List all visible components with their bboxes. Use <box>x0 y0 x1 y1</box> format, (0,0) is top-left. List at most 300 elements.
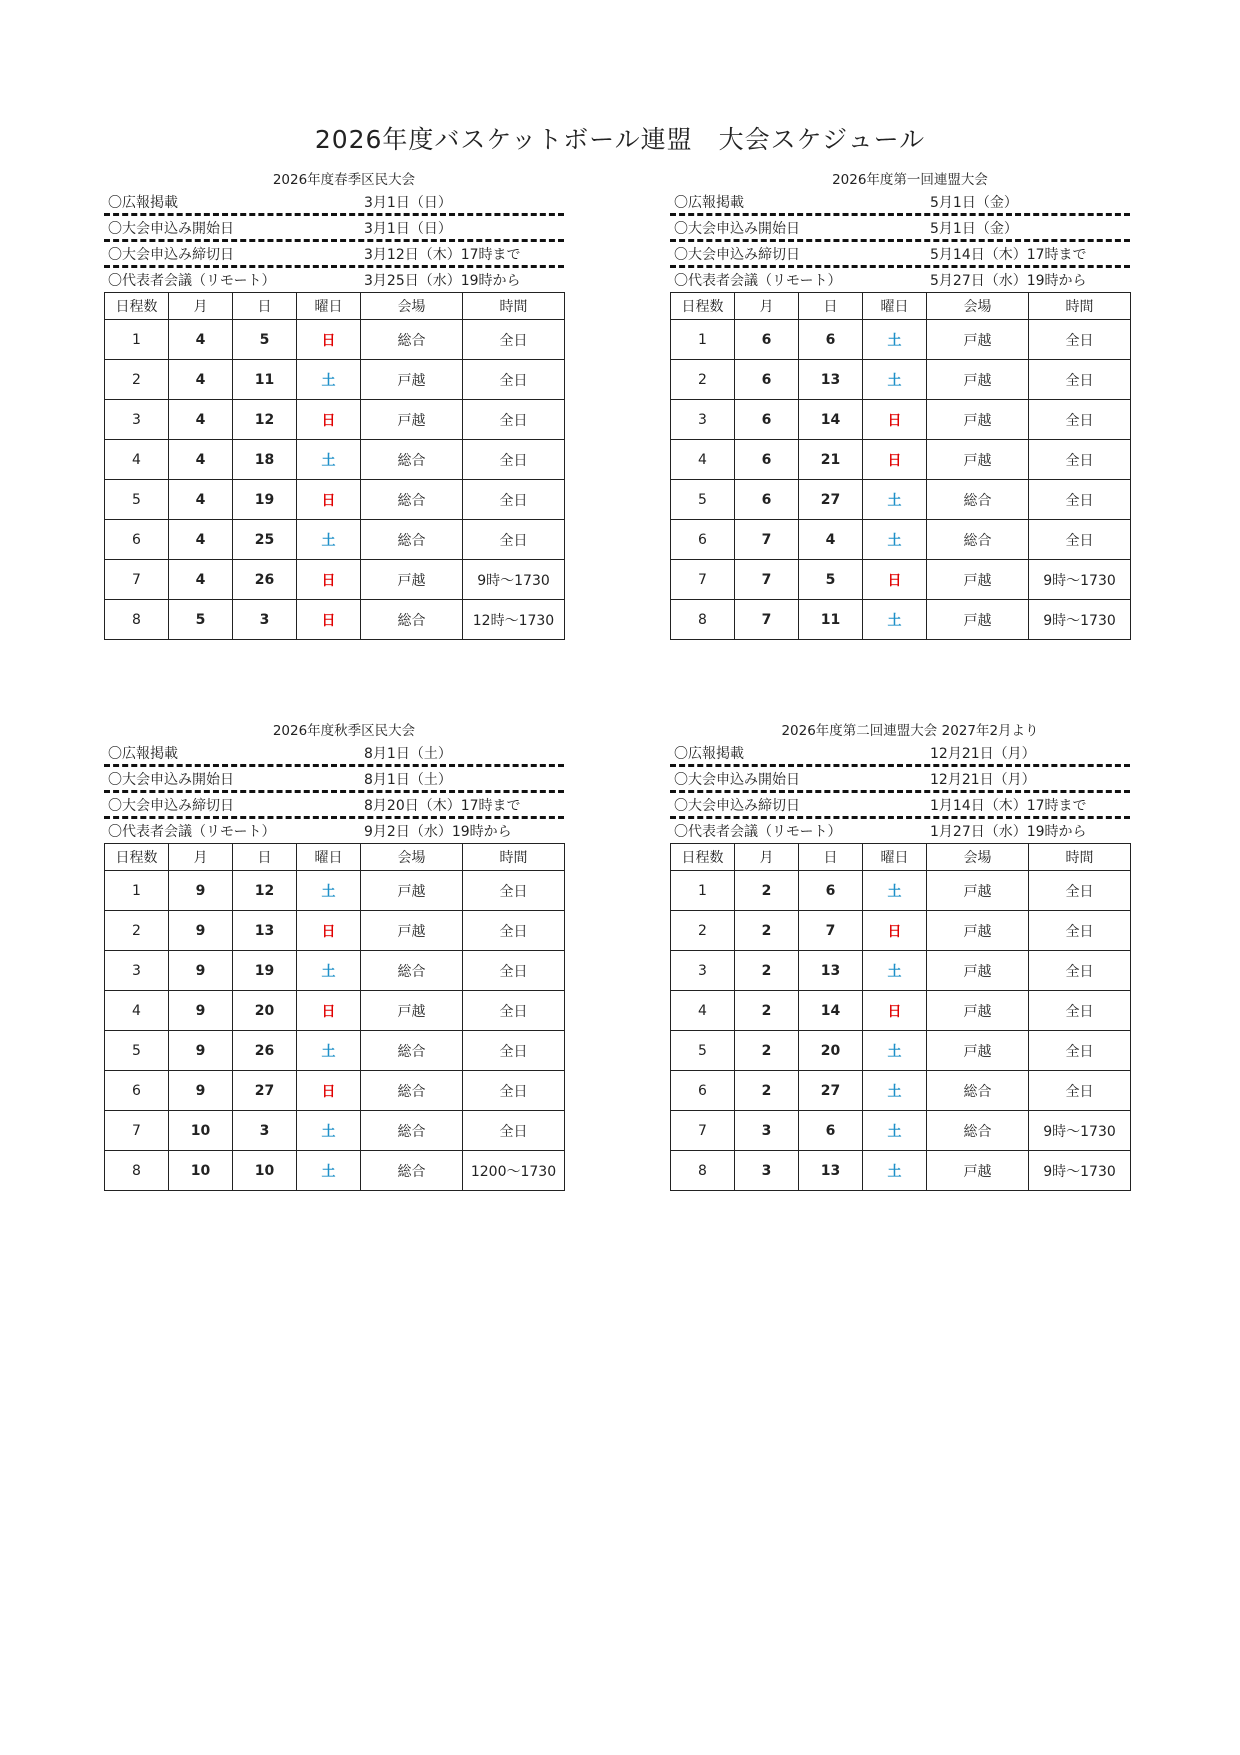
cell-weekday: 日 <box>297 400 361 440</box>
cell-month: 7 <box>735 600 799 640</box>
cell-month: 9 <box>169 951 233 991</box>
cell-day: 5 <box>799 560 863 600</box>
table-row <box>105 440 565 480</box>
cell-day: 3 <box>233 600 297 640</box>
column-header: 月 <box>735 293 799 320</box>
cell-day: 12 <box>233 871 297 911</box>
cell-time: 全日 <box>463 991 565 1031</box>
table-row <box>105 320 565 360</box>
cell-weekday: 日 <box>863 560 927 600</box>
cell-venue: 総合 <box>361 1151 463 1191</box>
cell-round: 8 <box>671 600 735 640</box>
info-row <box>670 268 1130 292</box>
table-row <box>671 560 1131 600</box>
cell-month: 4 <box>169 320 233 360</box>
info-label: 〇代表者会議（リモート） <box>674 824 842 840</box>
cell-month: 9 <box>169 1071 233 1111</box>
cell-time: 全日 <box>463 400 565 440</box>
cell-month: 2 <box>735 871 799 911</box>
column-header: 時間 <box>463 844 565 871</box>
cell-round: 1 <box>105 320 169 360</box>
cell-weekday: 土 <box>863 480 927 520</box>
table-row <box>671 951 1131 991</box>
cell-weekday: 日 <box>297 480 361 520</box>
table-header-row <box>671 844 1131 871</box>
cell-round: 3 <box>105 951 169 991</box>
column-header: 曜日 <box>863 844 927 871</box>
cell-month: 5 <box>169 600 233 640</box>
info-value: 1月14日（木）17時まで <box>930 798 1087 814</box>
table-row <box>671 1031 1131 1071</box>
table-row <box>671 600 1131 640</box>
cell-weekday: 土 <box>297 1151 361 1191</box>
cell-venue: 戸越 <box>361 360 463 400</box>
cell-month: 4 <box>169 400 233 440</box>
cell-weekday: 土 <box>863 1111 927 1151</box>
table-row <box>671 440 1131 480</box>
column-header: 曜日 <box>863 293 927 320</box>
column-header: 月 <box>169 844 233 871</box>
cell-day: 13 <box>799 1151 863 1191</box>
cell-weekday: 日 <box>863 911 927 951</box>
block-title: 2026年度春季区民大会 <box>272 172 416 188</box>
cell-time: 全日 <box>1029 480 1131 520</box>
cell-day: 11 <box>799 600 863 640</box>
cell-month: 3 <box>735 1111 799 1151</box>
info-value: 8月1日（土） <box>364 746 452 762</box>
info-row <box>670 190 1130 216</box>
cell-day: 6 <box>799 1111 863 1151</box>
info-label: 〇代表者会議（リモート） <box>108 273 276 289</box>
cell-day: 6 <box>799 320 863 360</box>
info-row <box>670 741 1130 767</box>
column-header: 月 <box>735 844 799 871</box>
cell-round: 2 <box>671 911 735 951</box>
info-row <box>104 793 564 819</box>
cell-round: 7 <box>105 560 169 600</box>
cell-month: 9 <box>169 1031 233 1071</box>
table-row <box>671 480 1131 520</box>
cell-time: 全日 <box>463 360 565 400</box>
cell-round: 3 <box>105 400 169 440</box>
cell-round: 5 <box>671 480 735 520</box>
table-row <box>105 520 565 560</box>
cell-round: 7 <box>671 560 735 600</box>
column-header: 時間 <box>1029 844 1131 871</box>
schedule-block-4 <box>670 721 1130 1191</box>
cell-day: 19 <box>233 951 297 991</box>
cell-venue: 戸越 <box>361 871 463 911</box>
cell-weekday: 土 <box>297 520 361 560</box>
cell-weekday: 日 <box>863 400 927 440</box>
cell-day: 4 <box>799 520 863 560</box>
info-value: 5月1日（金） <box>930 195 1018 211</box>
cell-weekday: 土 <box>863 320 927 360</box>
info-label: 〇大会申込み締切日 <box>108 247 234 263</box>
schedule-block-1 <box>104 170 564 640</box>
cell-round: 8 <box>105 600 169 640</box>
table-row <box>671 1071 1131 1111</box>
document-title: 2026年度バスケットボール連盟 大会スケジュール <box>314 125 926 154</box>
info-label: 〇代表者会議（リモート） <box>108 824 276 840</box>
cell-time: 全日 <box>1029 320 1131 360</box>
cell-month: 7 <box>735 520 799 560</box>
info-value: 3月1日（日） <box>364 221 452 237</box>
cell-weekday: 土 <box>297 1031 361 1071</box>
cell-round: 5 <box>671 1031 735 1071</box>
cell-venue: 総合 <box>361 520 463 560</box>
info-row <box>104 242 564 268</box>
table-row <box>671 1151 1131 1191</box>
cell-weekday: 土 <box>863 1031 927 1071</box>
cell-weekday: 土 <box>863 951 927 991</box>
cell-round: 6 <box>671 1071 735 1111</box>
cell-time: 全日 <box>1029 1031 1131 1071</box>
cell-day: 7 <box>799 911 863 951</box>
cell-month: 4 <box>169 480 233 520</box>
table-row <box>105 480 565 520</box>
cell-weekday: 日 <box>863 991 927 1031</box>
cell-round: 8 <box>671 1151 735 1191</box>
cell-time: 全日 <box>463 951 565 991</box>
cell-month: 2 <box>735 1071 799 1111</box>
cell-month: 2 <box>735 1031 799 1071</box>
cell-weekday: 日 <box>863 440 927 480</box>
cell-day: 19 <box>233 480 297 520</box>
cell-time: 全日 <box>1029 991 1131 1031</box>
table-row <box>105 991 565 1031</box>
info-row <box>104 216 564 242</box>
cell-time: 全日 <box>1029 951 1131 991</box>
cell-venue: 戸越 <box>927 871 1029 911</box>
cell-time: 全日 <box>463 1111 565 1151</box>
info-value: 8月1日（土） <box>364 772 452 788</box>
cell-venue: 総合 <box>361 1071 463 1111</box>
cell-weekday: 日 <box>297 911 361 951</box>
table-row <box>105 951 565 991</box>
cell-weekday: 日 <box>297 600 361 640</box>
cell-time: 全日 <box>463 911 565 951</box>
cell-round: 8 <box>105 1151 169 1191</box>
cell-weekday: 日 <box>297 991 361 1031</box>
cell-round: 7 <box>105 1111 169 1151</box>
cell-venue: 総合 <box>927 520 1029 560</box>
table-row <box>105 1031 565 1071</box>
cell-weekday: 土 <box>297 360 361 400</box>
cell-weekday: 土 <box>863 1071 927 1111</box>
block-title: 2026年度第二回連盟大会 2027年2月より <box>781 723 1039 739</box>
cell-time: 9時～1730 <box>1029 1151 1131 1191</box>
info-value: 12月21日（月） <box>930 772 1036 788</box>
info-row <box>104 190 564 216</box>
cell-round: 4 <box>671 991 735 1031</box>
cell-venue: 戸越 <box>361 400 463 440</box>
cell-month: 2 <box>735 991 799 1031</box>
cell-round: 2 <box>105 360 169 400</box>
cell-round: 6 <box>105 520 169 560</box>
cell-month: 10 <box>169 1111 233 1151</box>
cell-day: 18 <box>233 440 297 480</box>
cell-month: 4 <box>169 560 233 600</box>
info-label: 〇広報掲載 <box>674 746 744 762</box>
cell-venue: 総合 <box>361 600 463 640</box>
info-row <box>104 268 564 292</box>
cell-venue: 戸越 <box>927 991 1029 1031</box>
info-label: 〇広報掲載 <box>108 195 178 211</box>
column-header: 月 <box>169 293 233 320</box>
cell-month: 10 <box>169 1151 233 1191</box>
cell-time: 全日 <box>1029 360 1131 400</box>
schedule-block-3 <box>104 721 564 1191</box>
table-row <box>671 911 1131 951</box>
cell-round: 4 <box>671 440 735 480</box>
info-label: 〇大会申込み開始日 <box>108 772 234 788</box>
cell-month: 2 <box>735 951 799 991</box>
cell-round: 3 <box>671 951 735 991</box>
cell-time: 全日 <box>463 1071 565 1111</box>
table-row <box>671 871 1131 911</box>
cell-day: 20 <box>233 991 297 1031</box>
cell-time: 9時～1730 <box>1029 1111 1131 1151</box>
info-value: 9月2日（水）19時から <box>364 824 512 840</box>
column-header: 時間 <box>1029 293 1131 320</box>
cell-day: 27 <box>799 1071 863 1111</box>
info-value: 12月21日（月） <box>930 746 1036 762</box>
cell-day: 13 <box>233 911 297 951</box>
cell-day: 6 <box>799 871 863 911</box>
info-label: 〇大会申込み締切日 <box>674 247 800 263</box>
cell-time: 全日 <box>1029 1071 1131 1111</box>
cell-time: 全日 <box>463 520 565 560</box>
cell-venue: 総合 <box>927 480 1029 520</box>
cell-venue: 戸越 <box>361 560 463 600</box>
info-value: 3月1日（日） <box>364 195 452 211</box>
cell-venue: 総合 <box>361 1111 463 1151</box>
schedule-table <box>670 843 1131 1191</box>
cell-time: 12時～1730 <box>463 600 565 640</box>
cell-month: 9 <box>169 991 233 1031</box>
column-header: 日程数 <box>671 293 735 320</box>
info-row <box>670 242 1130 268</box>
cell-round: 4 <box>105 440 169 480</box>
cell-day: 12 <box>233 400 297 440</box>
cell-time: 9時～1730 <box>463 560 565 600</box>
table-row <box>105 871 565 911</box>
cell-weekday: 土 <box>863 1151 927 1191</box>
info-value: 8月20日（木）17時まで <box>364 798 521 814</box>
info-row <box>104 819 564 843</box>
cell-round: 1 <box>671 871 735 911</box>
column-header: 日程数 <box>671 844 735 871</box>
cell-month: 6 <box>735 320 799 360</box>
cell-month: 4 <box>169 440 233 480</box>
cell-time: 全日 <box>463 1031 565 1071</box>
column-header: 日 <box>799 844 863 871</box>
info-value: 5月1日（金） <box>930 221 1018 237</box>
cell-month: 6 <box>735 360 799 400</box>
cell-day: 13 <box>799 951 863 991</box>
cell-round: 6 <box>105 1071 169 1111</box>
table-row <box>105 400 565 440</box>
cell-day: 27 <box>799 480 863 520</box>
info-row <box>104 767 564 793</box>
cell-round: 1 <box>671 320 735 360</box>
cell-round: 2 <box>671 360 735 400</box>
info-label: 〇大会申込み締切日 <box>108 798 234 814</box>
cell-month: 2 <box>735 911 799 951</box>
info-row <box>670 793 1130 819</box>
column-header: 日程数 <box>105 293 169 320</box>
cell-day: 14 <box>799 400 863 440</box>
info-label: 〇大会申込み開始日 <box>674 221 800 237</box>
info-value: 1月27日（水）19時から <box>930 824 1087 840</box>
cell-time: 9時～1730 <box>1029 600 1131 640</box>
cell-venue: 戸越 <box>927 1151 1029 1191</box>
cell-month: 6 <box>735 440 799 480</box>
column-header: 日 <box>233 293 297 320</box>
cell-weekday: 日 <box>297 1071 361 1111</box>
cell-time: 全日 <box>463 480 565 520</box>
cell-venue: 戸越 <box>361 991 463 1031</box>
cell-day: 10 <box>233 1151 297 1191</box>
cell-round: 1 <box>105 871 169 911</box>
cell-weekday: 土 <box>297 1111 361 1151</box>
block-title: 2026年度第一回連盟大会 <box>832 172 988 188</box>
info-label: 〇代表者会議（リモート） <box>674 273 842 289</box>
cell-month: 4 <box>169 360 233 400</box>
cell-venue: 総合 <box>361 1031 463 1071</box>
cell-weekday: 土 <box>863 360 927 400</box>
cell-weekday: 土 <box>863 520 927 560</box>
cell-time: 全日 <box>1029 440 1131 480</box>
table-header-row <box>671 293 1131 320</box>
cell-round: 4 <box>105 991 169 1031</box>
cell-time: 9時～1730 <box>1029 560 1131 600</box>
cell-venue: 戸越 <box>927 560 1029 600</box>
table-header-row <box>105 293 565 320</box>
cell-weekday: 土 <box>297 871 361 911</box>
column-header: 会場 <box>927 293 1029 320</box>
info-row <box>670 216 1130 242</box>
schedule-block-2 <box>670 170 1130 640</box>
cell-venue: 戸越 <box>927 320 1029 360</box>
info-value: 5月27日（水）19時から <box>930 273 1087 289</box>
cell-day: 14 <box>799 991 863 1031</box>
cell-month: 6 <box>735 400 799 440</box>
info-label: 〇大会申込み開始日 <box>674 772 800 788</box>
table-row <box>105 600 565 640</box>
info-row <box>104 741 564 767</box>
table-row <box>671 991 1131 1031</box>
cell-venue: 戸越 <box>927 440 1029 480</box>
cell-day: 27 <box>233 1071 297 1111</box>
info-value: 5月14日（木）17時まで <box>930 247 1087 263</box>
table-row <box>671 1111 1131 1151</box>
cell-day: 5 <box>233 320 297 360</box>
cell-venue: 戸越 <box>927 400 1029 440</box>
cell-round: 6 <box>671 520 735 560</box>
cell-weekday: 土 <box>863 871 927 911</box>
cell-month: 4 <box>169 520 233 560</box>
cell-time: 全日 <box>463 440 565 480</box>
cell-time: 全日 <box>1029 871 1131 911</box>
cell-venue: 戸越 <box>927 1031 1029 1071</box>
cell-month: 7 <box>735 560 799 600</box>
table-row <box>105 1151 565 1191</box>
table-row <box>671 520 1131 560</box>
cell-round: 5 <box>105 480 169 520</box>
schedule-table <box>670 292 1131 640</box>
table-row <box>105 560 565 600</box>
cell-weekday: 土 <box>297 951 361 991</box>
cell-round: 3 <box>671 400 735 440</box>
cell-venue: 総合 <box>361 480 463 520</box>
cell-time: 全日 <box>1029 911 1131 951</box>
table-header-row <box>105 844 565 871</box>
cell-month: 9 <box>169 871 233 911</box>
info-label: 〇大会申込み締切日 <box>674 798 800 814</box>
cell-round: 5 <box>105 1031 169 1071</box>
info-label: 〇大会申込み開始日 <box>108 221 234 237</box>
cell-time: 全日 <box>463 871 565 911</box>
cell-month: 3 <box>735 1151 799 1191</box>
cell-round: 7 <box>671 1111 735 1151</box>
schedule-table <box>104 292 565 640</box>
column-header: 日 <box>799 293 863 320</box>
cell-venue: 総合 <box>361 951 463 991</box>
cell-time: 1200～1730 <box>463 1151 565 1191</box>
cell-venue: 戸越 <box>927 911 1029 951</box>
cell-weekday: 土 <box>297 440 361 480</box>
cell-day: 20 <box>799 1031 863 1071</box>
table-row <box>105 1111 565 1151</box>
cell-time: 全日 <box>463 320 565 360</box>
cell-round: 2 <box>105 911 169 951</box>
cell-day: 3 <box>233 1111 297 1151</box>
table-row <box>105 911 565 951</box>
column-header: 日 <box>233 844 297 871</box>
block-title: 2026年度秋季区民大会 <box>272 723 416 739</box>
cell-day: 11 <box>233 360 297 400</box>
cell-venue: 総合 <box>361 440 463 480</box>
cell-day: 26 <box>233 560 297 600</box>
info-row <box>670 767 1130 793</box>
cell-venue: 戸越 <box>927 360 1029 400</box>
cell-day: 21 <box>799 440 863 480</box>
cell-venue: 総合 <box>361 320 463 360</box>
column-header: 会場 <box>361 293 463 320</box>
table-row <box>671 360 1131 400</box>
table-row <box>105 1071 565 1111</box>
cell-venue: 総合 <box>927 1111 1029 1151</box>
table-row <box>105 360 565 400</box>
cell-venue: 戸越 <box>927 951 1029 991</box>
column-header: 曜日 <box>297 844 361 871</box>
info-value: 3月25日（水）19時から <box>364 273 521 289</box>
cell-day: 25 <box>233 520 297 560</box>
cell-time: 全日 <box>1029 400 1131 440</box>
info-row <box>670 819 1130 843</box>
column-header: 会場 <box>927 844 1029 871</box>
cell-time: 全日 <box>1029 520 1131 560</box>
column-header: 時間 <box>463 293 565 320</box>
cell-venue: 戸越 <box>361 911 463 951</box>
cell-month: 6 <box>735 480 799 520</box>
table-row <box>671 320 1131 360</box>
info-label: 〇広報掲載 <box>108 746 178 762</box>
schedule-table <box>104 843 565 1191</box>
cell-day: 26 <box>233 1031 297 1071</box>
